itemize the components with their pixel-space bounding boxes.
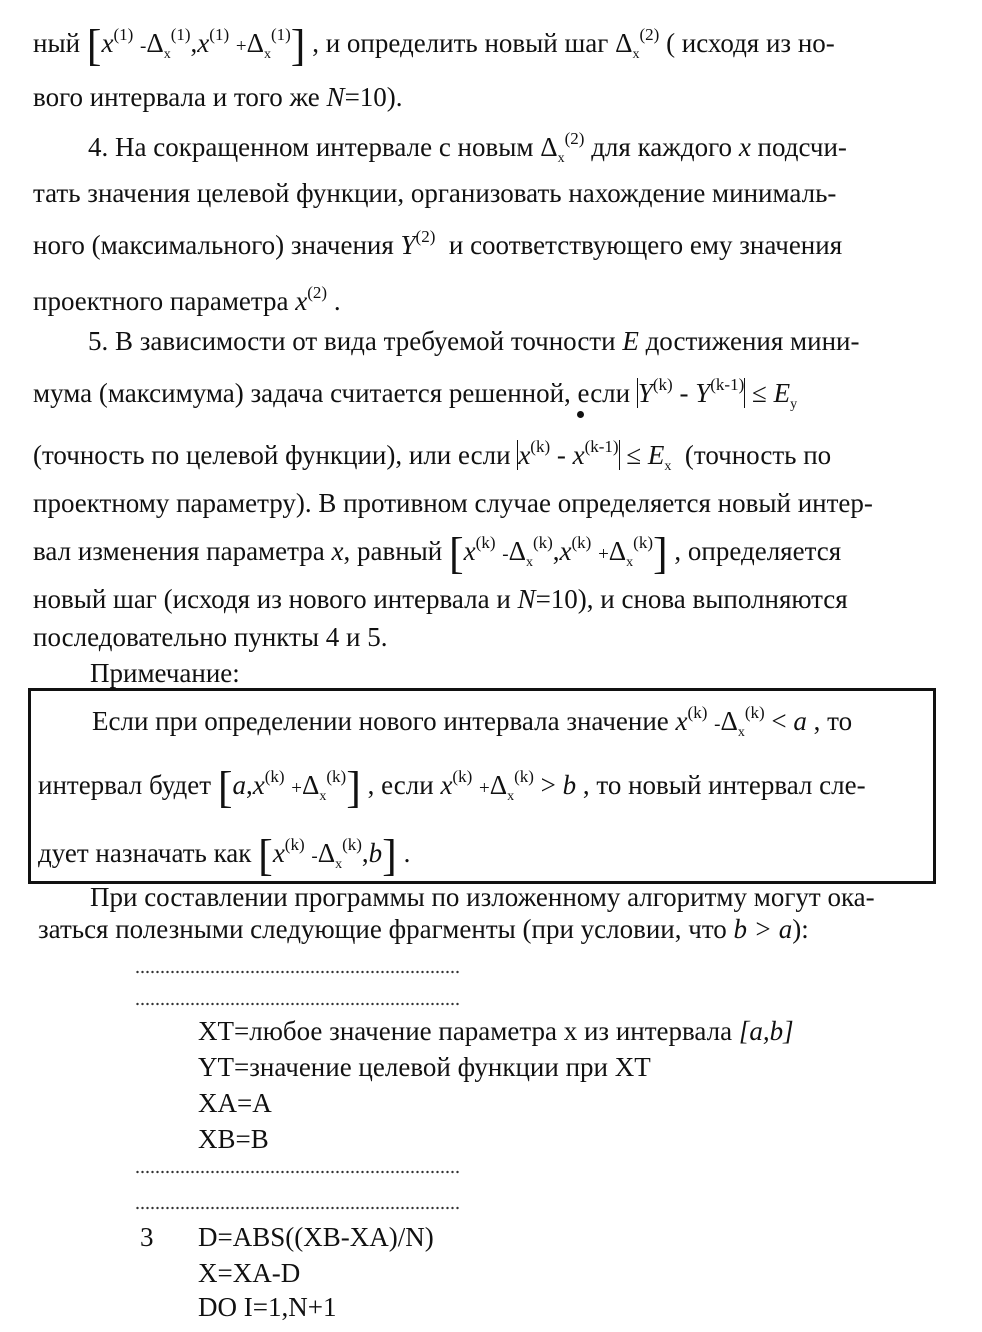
code-line-xb: XB=B bbox=[198, 1124, 269, 1154]
left-bound-condition: $x^{(k)}$ $-\Delta_x^{(k)} < a$ bbox=[675, 703, 807, 740]
note-line-1: Если при определении нового интервала значение $x^{(k)}$ $-\Delta_x^{(k)} < a$ , то bbox=[92, 703, 853, 740]
paragraph-6-line-1: При составлении программы по изложенному алгоритму могут ока- bbox=[90, 882, 875, 912]
paragraph-5-line-6: новый шаг (исходя из нового интервала и N=10), и снова выполняются bbox=[33, 584, 848, 614]
interval-to-b: [$x^{(k)}$ $-\Delta_x^{(k)},b$] bbox=[258, 831, 397, 880]
dotted-ellipsis-line bbox=[135, 1170, 460, 1174]
interval-formula-1: [$x^{(1)}$ $-\Delta_x^{(1)},x^{(1)} +\Delta_x^{(1)}$] bbox=[86, 21, 306, 70]
right-bound-condition: $x^{(k)} +\Delta_x^{(k)} > b$ bbox=[440, 767, 577, 804]
note-line-3: дует назначать как [$x^{(k)}$ $-\Delta_x^{(k)},b$] . bbox=[38, 831, 411, 880]
paragraph-4-line-3: ного (максимального) значения $Y^{(2)}$ и соответствующего ему значения bbox=[33, 227, 843, 260]
paragraph-5-line-1: 5. В зависимости от вида требуемой точности E достижения мини- bbox=[88, 326, 860, 356]
code-line-xt: XT=любое значение параметра x из интервала [a,b] bbox=[198, 1016, 794, 1046]
dotted-ellipsis-line bbox=[135, 1206, 460, 1210]
code-line-xa: XA=A bbox=[198, 1088, 272, 1118]
paragraph-4-line-1: 4. На сокращенном интервале с новым $\Delta_x^{(2)}$ для каждого x подсчи- bbox=[88, 129, 847, 166]
paragraph-5-line-2: мума (максимума) задача считается решенной, если $Y^{(k)} - Y^{(k-1)} \le E_y$ bbox=[33, 375, 798, 412]
text-fragment: ный bbox=[33, 28, 81, 58]
paragraph-5-line-3: (точность по целевой функции), или если $x^{(k)} - x^{(k-1)} \le E_x$ (точность по bbox=[33, 437, 832, 474]
note-title: Примечание: bbox=[90, 658, 240, 688]
dotted-ellipsis-line bbox=[135, 970, 460, 974]
paragraph-4-line-2: тать значения целевой функции, организовать нахождение минималь- bbox=[33, 178, 837, 208]
paragraph-6-line-2: заться полезными следующие фрагменты (при условии, что b > a): bbox=[38, 914, 809, 944]
paragraph-4-line-4: проектного параметра $x^{(2)}$ . bbox=[33, 283, 341, 316]
step-delta-2: $\Delta_x^{(2)}$ bbox=[615, 25, 660, 62]
paragraph-5-line-4: проектному параметру). В противном случае определяется новый интер- bbox=[33, 488, 873, 518]
text-line-1 bbox=[33, 21, 922, 70]
text-line-2: вого интервала и того же N=10). bbox=[33, 82, 403, 112]
note-line-2: интервал будет $[a,x^{(k)} +\Delta_x^{(k)}]$ , если $x^{(k)} +\Delta_x^{(k)} > b$ , то новый интервал сле- bbox=[38, 763, 866, 812]
step-delta-2: $\Delta_x^{(2)}$ bbox=[540, 129, 585, 166]
code-line-yt: YT=значение целевой функции при XT bbox=[198, 1052, 651, 1082]
code-line-d: D=ABS((XB-XA)/N) bbox=[198, 1222, 434, 1252]
objective-value-2: $Y^{(2)}$ bbox=[400, 227, 436, 260]
param-precision-condition: $x^{(k)} - x^{(k-1)} \le E_x$ bbox=[518, 437, 672, 474]
interval-from-a: $[a,x^{(k)} +\Delta_x^{(k)}]$ bbox=[217, 763, 361, 812]
paragraph-5-line-5: вал изменения параметра x, равный [$x^{(k)}$ $-\Delta_x^{(k)},x^{(k)} +\Delta_x^{(k)}$] , определяется bbox=[33, 529, 842, 578]
objective-precision-condition: $Y^{(k)} - Y^{(k-1)} \le E_y$ bbox=[637, 375, 798, 412]
interval-formula-k: [$x^{(k)}$ $-\Delta_x^{(k)},x^{(k)} +\Delta_x^{(k)}$] bbox=[449, 529, 668, 578]
code-label-3: 3 bbox=[140, 1222, 154, 1252]
design-param-2: $x^{(2)}$ . bbox=[295, 283, 341, 316]
text-fragment: , и определить новый шаг bbox=[312, 28, 609, 58]
code-line-x: X=XA-D bbox=[198, 1258, 301, 1288]
paragraph-5-line-7: последовательно пункты 4 и 5. bbox=[33, 622, 388, 652]
code-line-do: DO I=1,N+1 bbox=[198, 1292, 337, 1322]
text-fragment: ( исходя из но- bbox=[666, 28, 835, 58]
scan-speck bbox=[577, 411, 584, 418]
dotted-ellipsis-line bbox=[135, 1002, 460, 1006]
